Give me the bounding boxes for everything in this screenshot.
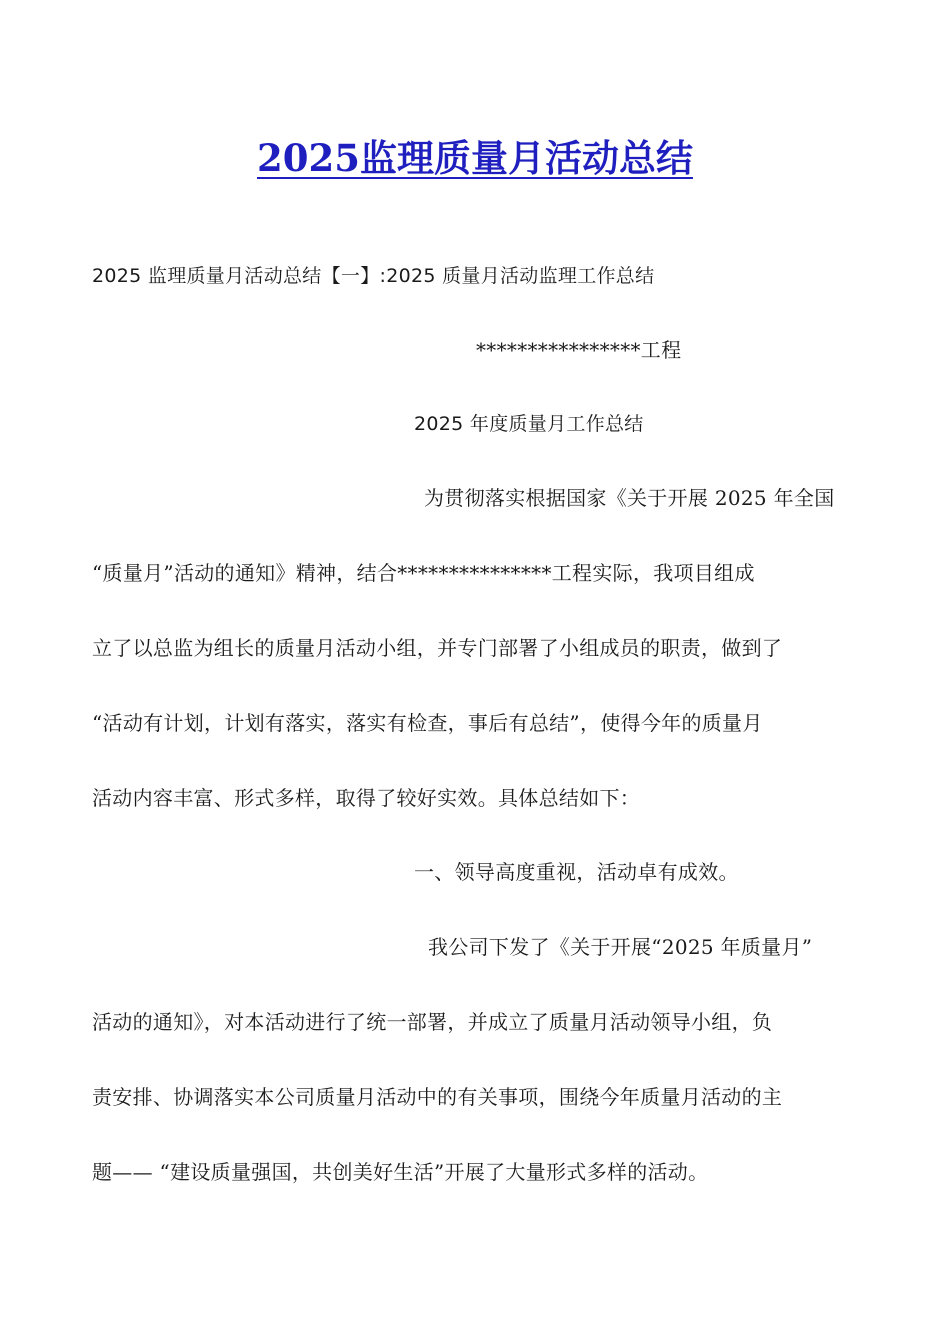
document-title-link[interactable]: 2025监理质量月活动总结 [257,136,693,180]
paragraph1-line: “活动有计划，计划有落实，落实有检查，事后有总结”，使得今年的质量月 [92,711,763,735]
paragraph1-line: 活动内容丰富、形式多样，取得了较好实效。具体总结如下： [92,786,641,810]
paragraph2-line: 责安排、协调落实本公司质量月活动中的有关事项，围绕今年质量月活动的主 [92,1085,783,1109]
year-summary-heading: 2025 年度质量月工作总结 [414,413,644,435]
paragraph1-line: 为贯彻落实根据国家《关于开展 2025 年全国 [424,486,835,510]
paragraph2-line: 题—— “建设质量强国，共创美好生活”开展了大量形式多样的活动。 [92,1160,709,1184]
paragraph2-line: 我公司下发了《关于开展“2025 年质量月” [428,935,813,959]
document-subtitle: 2025 监理质量月活动总结【一】:2025 质量月活动监理工作总结 [92,265,655,287]
paragraph2-line: 活动的通知》，对本活动进行了统一部署，并成立了质量月活动领导小组，负 [92,1010,773,1034]
section-heading-1: 一、领导高度重视，活动卓有成效。 [414,860,739,884]
paragraph1-line: “质量月”活动的通知》精神，结合***************工程实际，我项目组成 [92,561,755,585]
paragraph1-line: 立了以总监为组长的质量月活动小组，并专门部署了小组成员的职责，做到了 [92,636,783,660]
project-line: ****************工程 [476,338,682,362]
title-container [0,128,950,182]
